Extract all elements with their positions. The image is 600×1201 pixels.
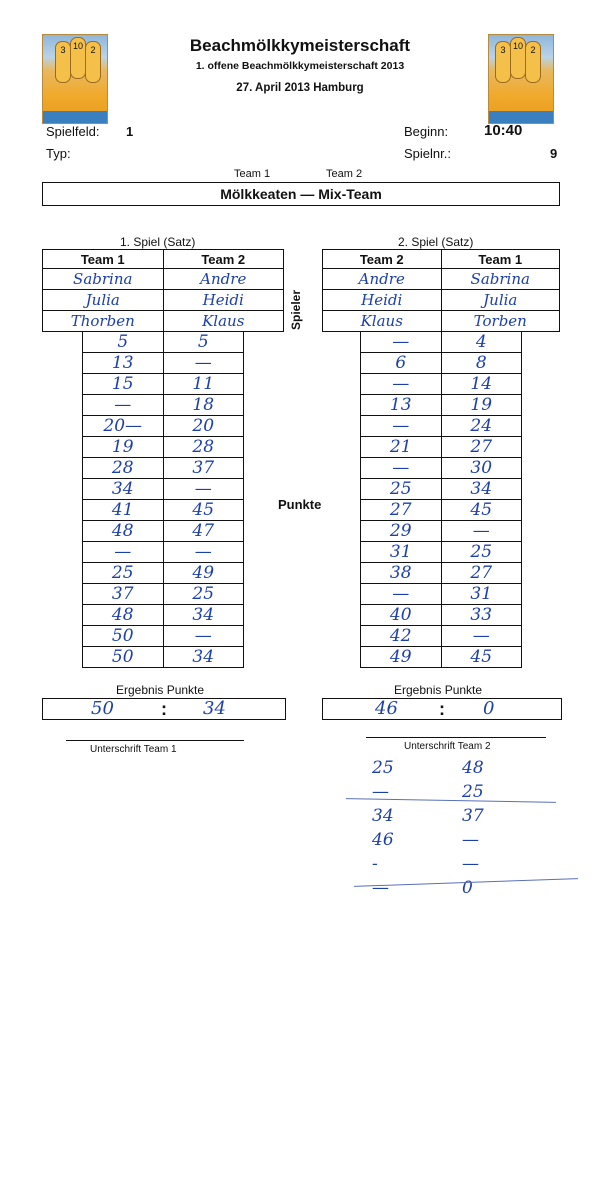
points-row bbox=[83, 479, 244, 500]
points-cell: 34 bbox=[163, 647, 244, 668]
game2-result-sep: : bbox=[439, 699, 445, 719]
beginn-value: 10:40 bbox=[484, 122, 523, 139]
points-cell: 31 bbox=[441, 584, 522, 605]
spielnr-label: Spielnr.: bbox=[404, 146, 451, 161]
points-row bbox=[83, 458, 244, 479]
points-cell: 29 bbox=[361, 521, 442, 542]
note-value: 48 bbox=[462, 758, 484, 778]
game2-title: 2. Spiel (Satz) bbox=[398, 235, 474, 249]
points-row bbox=[83, 395, 244, 416]
points-cell: 13 bbox=[83, 353, 164, 374]
points-cell: — bbox=[83, 542, 164, 563]
beginn-label: Beginn: bbox=[404, 124, 449, 139]
points-cell: 42 bbox=[361, 626, 442, 647]
game1-player: Klaus bbox=[163, 311, 284, 332]
points-cell: 15 bbox=[83, 374, 164, 395]
spielfeld-label: Spielfeld: bbox=[46, 124, 100, 139]
game2-player: Torben bbox=[441, 311, 560, 332]
points-cell: 37 bbox=[83, 584, 164, 605]
spielfeld-value: 1 bbox=[126, 124, 134, 139]
game1-player: Julia bbox=[43, 290, 164, 311]
points-row bbox=[361, 647, 522, 668]
game2-player: Heidi bbox=[323, 290, 442, 311]
points-cell: 48 bbox=[83, 605, 164, 626]
game1-player: Sabrina bbox=[43, 269, 164, 290]
points-cell: 18 bbox=[163, 395, 244, 416]
points-cell: 14 bbox=[441, 374, 522, 395]
match-team1-label: Team 1 bbox=[234, 168, 271, 180]
note-value: — bbox=[462, 830, 479, 850]
points-cell: 25 bbox=[361, 479, 442, 500]
game1-result-sep: : bbox=[161, 699, 167, 719]
points-cell: 27 bbox=[441, 563, 522, 584]
points-cell: 4 bbox=[441, 332, 522, 353]
note-value: - bbox=[372, 854, 378, 874]
points-cell: 37 bbox=[163, 458, 244, 479]
points-cell: 24 bbox=[441, 416, 522, 437]
game1-player: Andre bbox=[163, 269, 284, 290]
points-row bbox=[83, 521, 244, 542]
points-cell: 25 bbox=[83, 563, 164, 584]
points-row bbox=[361, 521, 522, 542]
points-cell: 5 bbox=[163, 332, 244, 353]
points-cell: 27 bbox=[441, 437, 522, 458]
points-cell: 38 bbox=[361, 563, 442, 584]
points-cell: — bbox=[163, 353, 244, 374]
points-cell: 45 bbox=[163, 500, 244, 521]
game2-points-table bbox=[360, 331, 522, 668]
points-row bbox=[361, 542, 522, 563]
note-value: 37 bbox=[462, 806, 484, 826]
note-value: 46 bbox=[372, 830, 394, 850]
points-cell: 21 bbox=[361, 437, 442, 458]
points-cell: 34 bbox=[83, 479, 164, 500]
points-cell: 19 bbox=[441, 395, 522, 416]
points-cell: 45 bbox=[441, 647, 522, 668]
points-row bbox=[83, 353, 244, 374]
points-row bbox=[361, 374, 522, 395]
points-cell: 34 bbox=[163, 605, 244, 626]
game1-result-label: Ergebnis Punkte bbox=[116, 683, 205, 697]
points-row bbox=[361, 626, 522, 647]
points-cell: — bbox=[361, 416, 442, 437]
points-cell: 25 bbox=[163, 584, 244, 605]
note-value: — bbox=[372, 782, 389, 802]
logo-pin: 10 bbox=[70, 37, 86, 79]
points-row bbox=[361, 332, 522, 353]
game2-result-right: 0 bbox=[483, 698, 495, 719]
points-cell: 49 bbox=[361, 647, 442, 668]
points-row bbox=[83, 416, 244, 437]
points-cell: 25 bbox=[441, 542, 522, 563]
points-row bbox=[361, 500, 522, 521]
points-cell: — bbox=[441, 626, 522, 647]
page-title: Beachmölkkymeisterschaft bbox=[189, 36, 411, 55]
game1-player: Heidi bbox=[163, 290, 284, 311]
game2-player: Klaus bbox=[323, 311, 442, 332]
note-value: 25 bbox=[462, 782, 484, 802]
game1-player: Thorben bbox=[43, 311, 164, 332]
game2-signature-label: Unterschrift Team 2 bbox=[404, 741, 491, 752]
points-cell: 50 bbox=[83, 647, 164, 668]
note-value: — bbox=[462, 854, 479, 874]
points-cell: 13 bbox=[361, 395, 442, 416]
points-row bbox=[361, 605, 522, 626]
points-row bbox=[83, 647, 244, 668]
game2-result bbox=[322, 698, 562, 720]
points-row bbox=[83, 374, 244, 395]
points-cell: 34 bbox=[441, 479, 522, 500]
points-row bbox=[361, 479, 522, 500]
points-cell: — bbox=[361, 332, 442, 353]
game2-player: Sabrina bbox=[441, 269, 560, 290]
punkte-label: Punkte bbox=[278, 497, 322, 512]
note-value: 25 bbox=[372, 758, 394, 778]
game2-col2-header: Team 1 bbox=[441, 250, 560, 269]
points-row bbox=[83, 437, 244, 458]
note-value: 0 bbox=[462, 878, 473, 898]
note-value: 34 bbox=[372, 806, 394, 826]
game1-signature-label: Unterschrift Team 1 bbox=[90, 744, 177, 755]
date-place: 27. April 2013 Hamburg bbox=[236, 82, 364, 94]
logo-pin: 2 bbox=[85, 41, 101, 83]
points-cell: 20— bbox=[83, 416, 164, 437]
game1-result bbox=[42, 698, 286, 720]
points-row bbox=[361, 584, 522, 605]
note-value: — bbox=[372, 878, 389, 898]
logo-pin: 2 bbox=[525, 41, 541, 83]
points-row bbox=[361, 563, 522, 584]
points-cell: 19 bbox=[83, 437, 164, 458]
match-teams: Mölkkeaten — Mix-Team bbox=[42, 182, 560, 206]
typ-label: Typ: bbox=[46, 146, 71, 161]
page-subtitle: 1. offene Beachmölkkymeisterschaft 2013 bbox=[195, 60, 405, 72]
game1-players-table bbox=[42, 249, 284, 332]
game2-players-table bbox=[322, 249, 560, 332]
game2-col1-header: Team 2 bbox=[323, 250, 442, 269]
points-cell: — bbox=[163, 626, 244, 647]
game2-player: Andre bbox=[323, 269, 442, 290]
game1-title: 1. Spiel (Satz) bbox=[120, 235, 196, 249]
points-row bbox=[83, 563, 244, 584]
points-cell: 11 bbox=[163, 374, 244, 395]
game2-result-label: Ergebnis Punkte bbox=[394, 683, 483, 697]
points-cell: 48 bbox=[83, 521, 164, 542]
game1-result-right: 34 bbox=[203, 698, 226, 719]
game2-player: Julia bbox=[441, 290, 560, 311]
points-cell: — bbox=[361, 458, 442, 479]
points-row bbox=[83, 542, 244, 563]
match-team2-label: Team 2 bbox=[326, 168, 363, 180]
points-row bbox=[83, 584, 244, 605]
points-cell: — bbox=[441, 521, 522, 542]
points-cell: — bbox=[163, 542, 244, 563]
logo-pin: 10 bbox=[510, 37, 526, 79]
points-cell: 8 bbox=[441, 353, 522, 374]
points-cell: 49 bbox=[163, 563, 244, 584]
points-cell: 28 bbox=[83, 458, 164, 479]
game2-result-left: 46 bbox=[375, 698, 398, 719]
logo-pin: 3 bbox=[55, 41, 71, 83]
points-cell: — bbox=[361, 584, 442, 605]
points-cell: 30 bbox=[441, 458, 522, 479]
game1-col1-header: Team 1 bbox=[43, 250, 164, 269]
points-row bbox=[83, 605, 244, 626]
points-cell: 45 bbox=[441, 500, 522, 521]
points-cell: 40 bbox=[361, 605, 442, 626]
spieler-label: Spieler bbox=[289, 289, 303, 330]
points-row bbox=[361, 437, 522, 458]
points-row bbox=[361, 395, 522, 416]
points-cell: 31 bbox=[361, 542, 442, 563]
points-row bbox=[83, 626, 244, 647]
points-row bbox=[361, 416, 522, 437]
points-row bbox=[361, 353, 522, 374]
points-cell: — bbox=[83, 395, 164, 416]
points-cell: 28 bbox=[163, 437, 244, 458]
points-cell: 27 bbox=[361, 500, 442, 521]
points-cell: — bbox=[163, 479, 244, 500]
points-row bbox=[361, 458, 522, 479]
points-cell: 6 bbox=[361, 353, 442, 374]
spielnr-value: 9 bbox=[550, 146, 558, 161]
points-cell: 50 bbox=[83, 626, 164, 647]
points-cell: 47 bbox=[163, 521, 244, 542]
points-cell: 20 bbox=[163, 416, 244, 437]
game1-points-table bbox=[82, 331, 244, 668]
points-row bbox=[83, 500, 244, 521]
points-row bbox=[83, 332, 244, 353]
points-cell: 33 bbox=[441, 605, 522, 626]
points-cell: — bbox=[361, 374, 442, 395]
game1-result-left: 50 bbox=[91, 698, 114, 719]
game1-col2-header: Team 2 bbox=[163, 250, 284, 269]
points-cell: 5 bbox=[83, 332, 164, 353]
points-cell: 41 bbox=[83, 500, 164, 521]
logo-pin: 3 bbox=[495, 41, 511, 83]
